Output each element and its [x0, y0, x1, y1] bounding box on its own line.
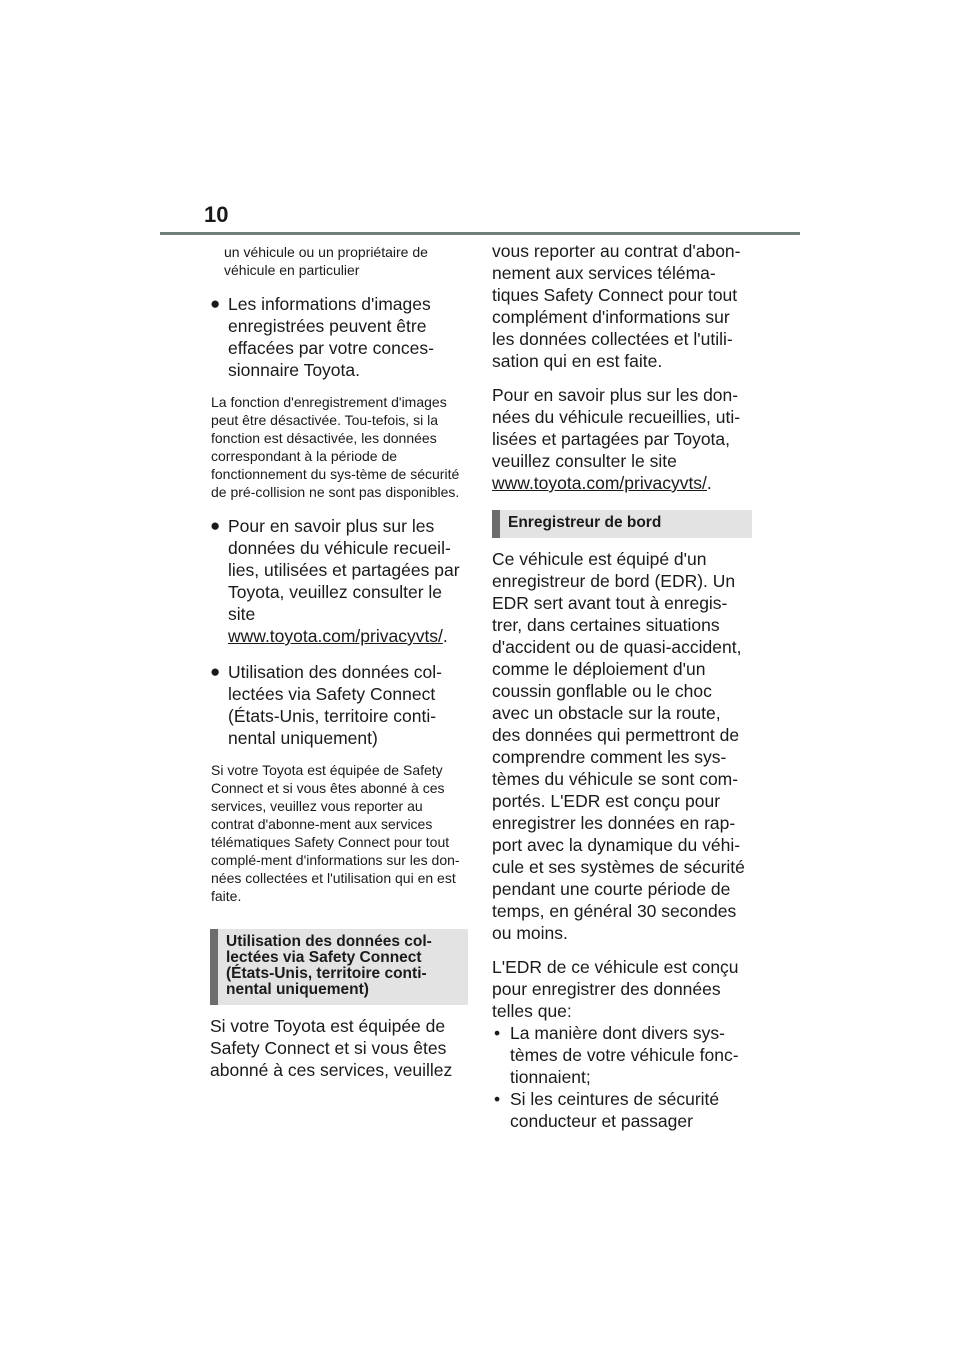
list-item — [492, 1088, 752, 1132]
bullet-dot-icon: ● — [210, 516, 221, 535]
bullet-dot-icon: ● — [210, 662, 221, 681]
bullet-privacy-text: Pour en savoir plus sur les données du véhicule recueil-lies, utilisées et partagées par Toyota, veuillez consulter le site — [228, 516, 460, 624]
section-heading-edr: Enregistreur de bord — [492, 510, 752, 538]
privacy-paragraph-text: Pour en savoir plus sur les don-nées du véhicule recueillies, uti-lisées et partagées par Toyota, veuillez consulter le site — [492, 385, 741, 471]
privacy-paragraph — [492, 384, 752, 494]
bullet-safety-text: Utilisation des données col-lectées via Safety Connect (États-Unis, territoire conti-nental uniquement) — [228, 662, 443, 748]
list-bullet: • — [494, 1089, 501, 1109]
header-rule — [160, 232, 800, 235]
privacy-link[interactable]: www.toyota.com/privacyvts/ — [492, 473, 707, 493]
bullet-privacy — [210, 515, 468, 647]
list-bullet: • — [494, 1023, 501, 1043]
note-safety-connect: Si votre Toyota est équipée de Safety Connect et si vous êtes abonné à ces services, veuillez vous reporter au contrat d'abonne-ment aux services télématiques Safety Connect pour tout complé-ment d'informations sur les don-nées collectées et l'utilisation qui en est faite. — [211, 762, 460, 904]
left-column — [210, 240, 468, 1081]
bullet-images-text: Les informations d'images enregistrées peuvent être effacées par votre conces-sionnaire Toyota. — [228, 294, 434, 380]
section-heading-safety-connect: Utilisation des données col-lectées via Safety Connect (États-Unis, territoire conti-nental uniquement) — [210, 929, 468, 1005]
privacy-link[interactable]: www.toyota.com/privacyvts/ — [228, 626, 443, 646]
list-item-text: La manière dont divers sys-tèmes de votre véhicule fonc-tionnaient; — [510, 1023, 739, 1087]
edr-paragraph: Ce véhicule est équipé d'un enregistreur de bord (EDR). Un EDR sert avant tout à enregis-trer, dans certaines situations d'accident ou de quasi-accident, comme le déploiement d'un coussin gonflable ou le choc avec un obstacle sur la route, des données qui permettront de comprendre comment les sys-tèmes du véhicule se sont com-portés. L'EDR est conçu pour enregistrer les données en rap-port avec la dynamique du véhi-cule et ses systèmes de sécurité pendant une courte période de temps, en général 30 secondes ou moins. — [492, 549, 745, 943]
continuation-note: un véhicule ou un propriétaire de véhicule en particulier — [224, 244, 428, 278]
edr-intro: L'EDR de ce véhicule est conçu pour enregistrer des données telles que: — [492, 957, 739, 1021]
page-number: 10 — [204, 202, 229, 227]
list-item — [492, 1022, 752, 1088]
bullet-dot-icon: ● — [210, 294, 221, 313]
safety-connect-continuation: vous reporter au contrat d'abon-nement aux services téléma-tiques Safety Connect pour tout complément d'informations sur les données collectées et l'utili-sation qui en est faite. — [492, 241, 741, 371]
right-column — [492, 240, 752, 1132]
privacy-link-period: . — [442, 626, 448, 646]
list-item-text: Si les ceintures de sécurité conducteur et passager — [510, 1089, 720, 1131]
privacy-link-period: . — [706, 473, 712, 493]
note-images: La fonction d'enregistrement d'images peut être désactivée. Tou-tefois, si la fonction est désactivée, les données correspondant à la période de fonctionnement du sys-tème de sécurité de pré-collision ne sont pas disponibles. — [211, 394, 460, 500]
safety-connect-paragraph: Si votre Toyota est équipée de Safety Connect et si vous êtes abonné à ces services, veuillez — [210, 1016, 453, 1080]
bullet-images — [210, 293, 468, 381]
bullet-safety-connect — [210, 661, 468, 749]
